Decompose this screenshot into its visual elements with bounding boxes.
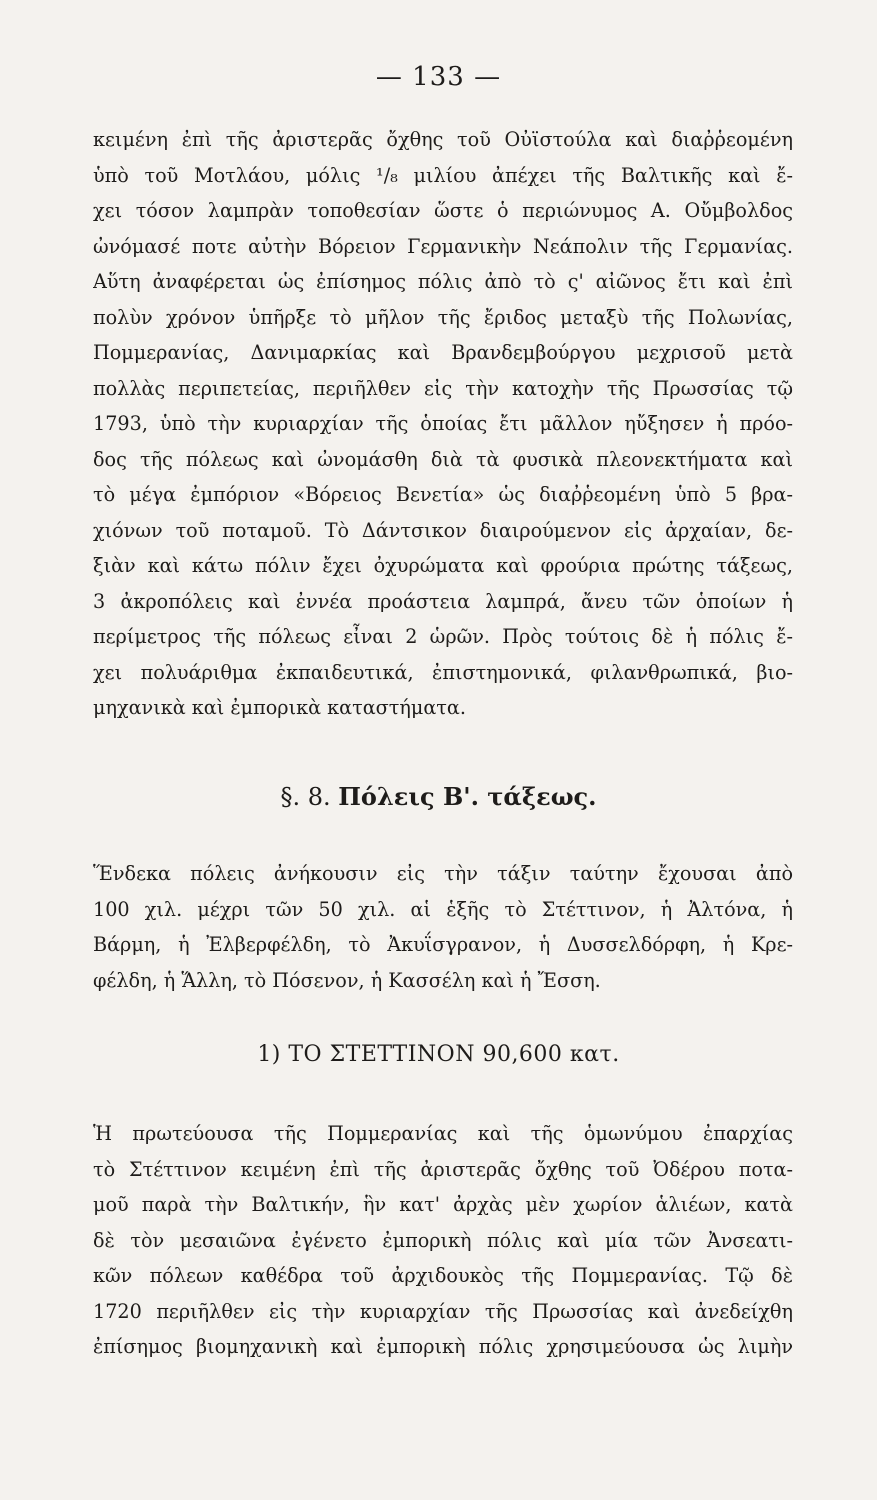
text-line: φέλδη, ἡ Ἅλλη, τὸ Πόσενον, ἡ Κασσέλη καὶ ἡ Ἔσση. bbox=[93, 968, 601, 992]
text-line: 3 ἀκροπόλεις καὶ ἐννέα προάστεια λαμπρά, ἄνευ τῶν ὁποίων ἡ bbox=[93, 589, 793, 613]
text-line: τὸ Στέττινον κειμένη ἐπὶ τῆς ἀριστερᾶς ὄχθης τοῦ Ὀδέρου ποτα- bbox=[93, 1157, 793, 1181]
section-heading bbox=[0, 782, 877, 811]
text-line: ἐπίσημος βιομηχανικὴ καὶ ἐμπορικὴ πόλις χρησιμεύουσα ὡς λιμὴν bbox=[93, 1335, 793, 1358]
text-line: ξιὰν καὶ κάτω πόλιν ἔχει ὀχυρώματα καὶ φρούρια πρώτης τάξεως, bbox=[93, 554, 793, 577]
text-line: περίμετρος τῆς πόλεως εἶναι 2 ὡρῶν. Πρὸς τούτοις δὲ ἡ πόλις ἔ- bbox=[93, 625, 793, 648]
text-line: 1793, ὑπὸ τὴν κυριαρχίαν τῆς ὁποίας ἔτι μᾶλλον ηὔξησεν ἡ πρόο- bbox=[93, 412, 793, 435]
paragraph-danzig bbox=[93, 122, 793, 726]
section-title: Πόλεις Β'. τάξεως. bbox=[338, 782, 597, 811]
text-line: τὸ μέγα ἐμπόριον «Βόρειος Βενετία» ὡς διαῤῥεομένη ὑπὸ 5 βρα- bbox=[93, 483, 793, 506]
text-line: κειμένη ἐπὶ τῆς ἀριστερᾶς ὄχθης τοῦ Οὐϊστούλα καὶ διαῤῥεομένη bbox=[93, 128, 793, 151]
text-line: πολλὰς περιπετείας, περιῆλθεν εἰς τὴν κατοχὴν τῆς Πρωσσίας τῷ bbox=[93, 376, 793, 400]
section-number: §. 8. bbox=[280, 783, 331, 811]
text-line: ὑπὸ τοῦ Μοτλάου, μόλις ¹/₈ μιλίου ἀπέχει τῆς Βαλτικῆς καὶ ἔ- bbox=[93, 163, 793, 187]
text-line: 1720 περιῆλθεν εἰς τὴν κυριαρχίαν τῆς Πρωσσίας καὶ ἀνεδείχθη bbox=[93, 1299, 793, 1323]
text-line: δὲ τὸν μεσαιῶνα ἐγένετο ἐμπορικὴ πόλις καὶ μία τῶν Ἀνσεατι- bbox=[93, 1228, 793, 1252]
text-line: Ἕνδεκα πόλεις ἀνήκουσιν εἰς τὴν τάξιν ταύτην ἔχουσαι ἀπὸ bbox=[93, 862, 793, 885]
text-line: 100 χιλ. μέχρι τῶν 50 χιλ. αἱ ἑξῆς τὸ Στέττινον, ἡ Ἀλτόνα, ἡ bbox=[93, 897, 793, 921]
paragraph-second-class-cities bbox=[93, 856, 793, 998]
text-line: Αὕτη ἀναφέρεται ὡς ἐπίσημος πόλις ἀπὸ τὸ ς' αἰῶνος ἔτι καὶ ἐπὶ bbox=[93, 270, 793, 293]
text-line: κῶν πόλεων καθέδρα τοῦ ἀρχιδουκὸς τῆς Πομμερανίας. Τῷ δὲ bbox=[93, 1264, 793, 1287]
text-line: Ἡ πρωτεύουσα τῆς Πομμερανίας καὶ τῆς ὁμωνύμου ἐπαρχίας bbox=[93, 1122, 793, 1145]
text-line: χει πολυάριθμα ἐκπαιδευτικά, ἐπιστημονικά, φιλανθρωπικά, βιο- bbox=[93, 660, 793, 684]
text-line: μοῦ παρὰ τὴν Βαλτικήν, ἣν κατ' ἀρχὰς μὲν χωρίον ἁλιέων, κατὰ bbox=[93, 1193, 793, 1216]
paragraph-stettin bbox=[93, 1116, 793, 1365]
page-number: — 133 — bbox=[375, 62, 502, 92]
text-line: πολὺν χρόνον ὑπῆρξε τὸ μῆλον τῆς ἔριδος μεταξὺ τῆς Πολωνίας, bbox=[93, 305, 793, 329]
text-line: ὠνόμασέ ποτε αὐτὴν Βόρειον Γερμανικὴν Νεάπολιν τῆς Γερμανίας. bbox=[93, 234, 793, 258]
text-line: Πομμερανίας, Δανιμαρκίας καὶ Βρανδεμβούργου μεχρισοῦ μετὰ bbox=[93, 341, 793, 364]
text-line: χει τόσον λαμπρὰν τοποθεσίαν ὥστε ὁ περιώνυμος Α. Οὔμβολδος bbox=[93, 199, 793, 222]
text-line: χιόνων τοῦ ποταμοῦ. Τὸ Δάντσικον διαιρούμενον εἰς ἀρχαίαν, δε- bbox=[93, 518, 793, 542]
text-line: μηχανικὰ καὶ ἐμπορικὰ καταστήματα. bbox=[93, 696, 466, 719]
text-line: δος τῆς πόλεως καὶ ὠνομάσθη διὰ τὰ φυσικὰ πλεονεκτήματα καὶ bbox=[93, 447, 793, 471]
city-heading: 1) ΤΟ ΣΤΕΤΤΙΝΟΝ 90,600 κατ. bbox=[257, 1042, 620, 1067]
text-line: Βάρμη, ἡ Ἐλβερφέλδη, τὸ Ἀκυΐσγρανον, ἡ Δυσσελδόρφη, ἡ Κρε- bbox=[93, 933, 793, 956]
